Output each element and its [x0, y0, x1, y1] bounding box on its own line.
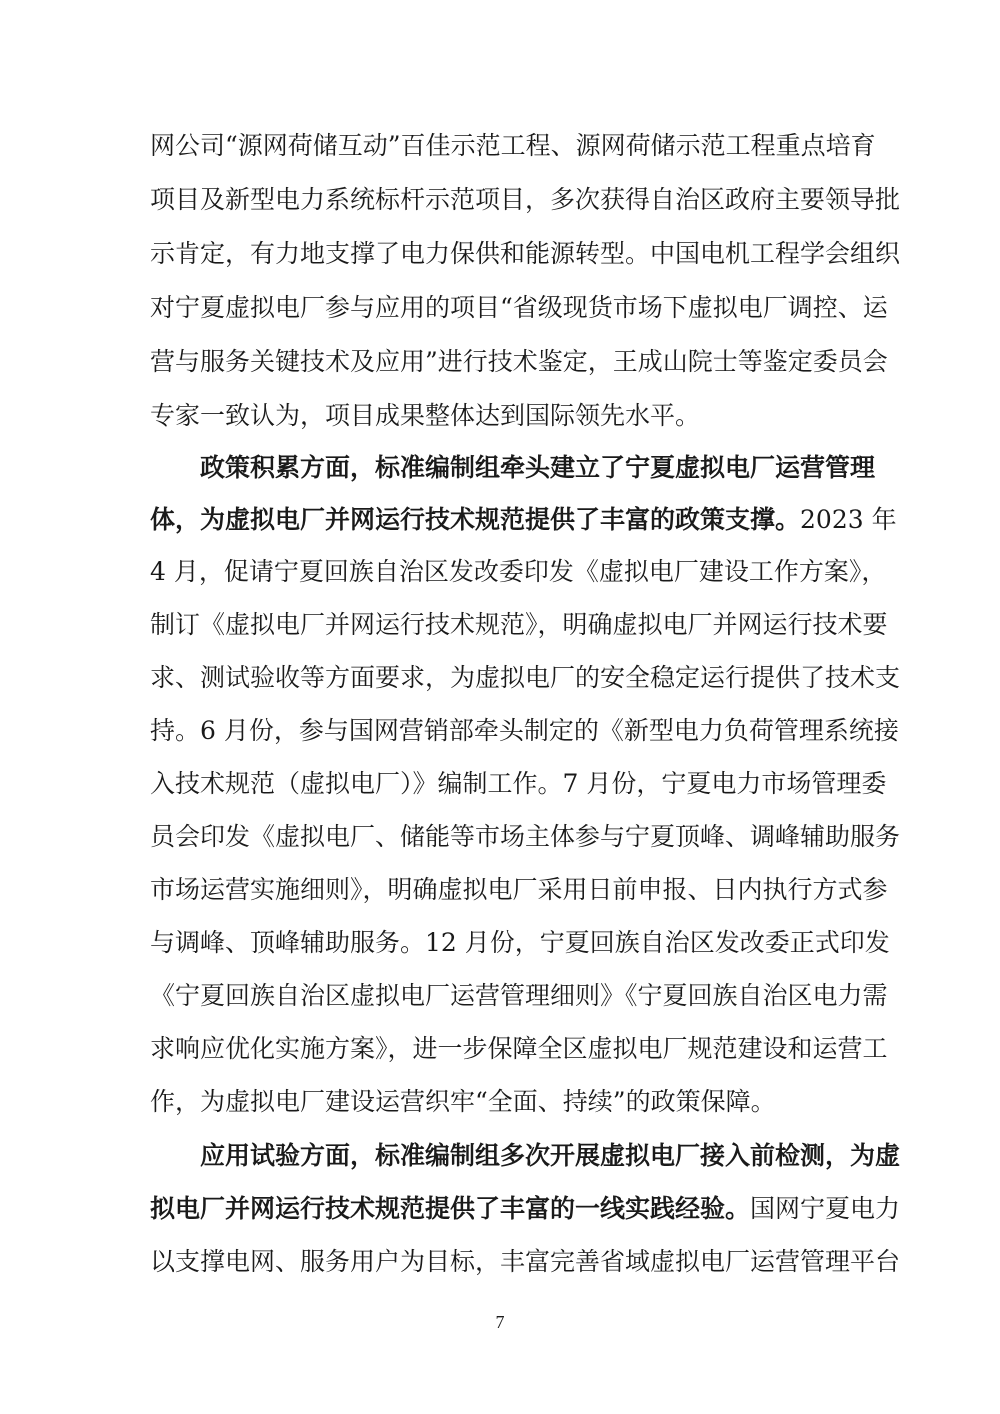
line-text: 国网宁夏电力	[750, 1194, 901, 1223]
bold-lead-text: 应用试验方面，标准编制组多次开展虚拟电厂接入前检测，为虚	[200, 1141, 901, 1170]
bold-lead-text: 政策积累方面，标准编制组牵头建立了宁夏虚拟电厂运营管理	[200, 453, 876, 482]
bold-lead-text: 拟电厂并网运行技术规范提供了丰富的一线实践经验。	[150, 1194, 751, 1223]
text-line: 对宁夏虚拟电厂参与应用的项目“省级现货市场下虚拟电厂调控、运	[150, 293, 888, 322]
text-line: 以支撑电网、服务用户为目标，丰富完善省域虚拟电厂运营管理平台	[150, 1247, 901, 1276]
page-number: 7	[495, 1312, 505, 1332]
text-line: 市场运营实施细则》，明确虚拟电厂采用日前申报、日内执行方式参	[150, 875, 888, 904]
text-line: 与调峰、顶峰辅助服务。12 月份，宁夏回族自治区发改委正式印发	[150, 928, 890, 957]
text-line: 作，为虚拟电厂建设运营织牢“全面、持续”的政策保障。	[150, 1087, 776, 1116]
text-line: 示肯定，有力地支撑了电力保供和能源转型。中国电机工程学会组织	[150, 239, 901, 268]
text-line: 专家一致认为，项目成果整体达到国际领先水平。	[150, 401, 701, 430]
text-line	[200, 1136, 901, 1176]
text-line: 4 月，促请宁夏回族自治区发改委印发《虚拟电厂建设工作方案》，	[150, 557, 887, 586]
text-line: 营与服务关键技术及应用”进行技术鉴定，王成山院士等鉴定委员会	[150, 347, 888, 376]
text-line: 求、测试验收等方面要求，为虚拟电厂的安全稳定运行提供了技术支	[150, 663, 901, 692]
text-line: 持。6 月份，参与国网营销部牵头制定的《新型电力负荷管理系统接	[150, 716, 899, 745]
bold-lead-text: 体，为虚拟电厂并网运行技术规范提供了丰富的政策支撑。	[150, 505, 801, 534]
text-line: 制订《虚拟电厂并网运行技术规范》，明确虚拟电厂并网运行技术要	[150, 610, 888, 639]
text-line: 项目及新型电力系统标杆示范项目，多次获得自治区政府主要领导批	[150, 185, 901, 214]
text-line	[150, 1189, 901, 1229]
line-text: 2023 年	[800, 505, 897, 534]
text-line: 员会印发《虚拟电厂、储能等市场主体参与宁夏顶峰、调峰辅助服务	[150, 822, 901, 851]
text-line	[200, 448, 876, 488]
text-line	[150, 500, 897, 540]
text-line: 《宁夏回族自治区虚拟电厂运营管理细则》《宁夏回族自治区电力需	[150, 981, 888, 1010]
text-line: 求响应优化实施方案》，进一步保障全区虚拟电厂规范建设和运营工	[150, 1034, 888, 1063]
text-line: 网公司“源网荷储互动”百佳示范工程、源网荷储示范工程重点培育	[150, 131, 876, 160]
text-line: 入技术规范（虚拟电厂）》编制工作。7 月份，宁夏电力市场管理委	[150, 769, 887, 798]
